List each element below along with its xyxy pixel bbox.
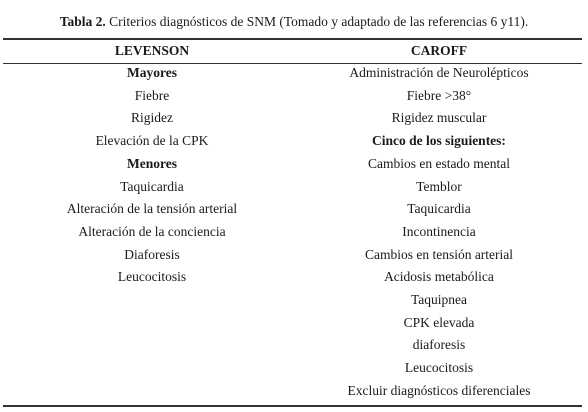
header-caroff: CAROFF — [410, 43, 468, 58]
caroff-criterion: Temblor — [416, 178, 462, 194]
levenson-criterion: Rigidez — [131, 110, 173, 126]
caroff-criterion: Taquipnea — [410, 292, 468, 307]
table-caption-text: Criterios diagnósticos de SNM (Tomado y adaptado de las referencias 6 y11). — [105, 14, 529, 29]
levenson-criterion: Leucocitosis — [117, 269, 187, 285]
caroff-criterion: Leucocitosis — [404, 360, 474, 376]
levenson-criterion: Alteración de la tensión arterial — [66, 201, 238, 217]
caroff-criterion: Cinco de los siguientes: — [372, 133, 506, 149]
caroff-criterion: Taquicardia — [407, 201, 471, 217]
bottom-rule — [3, 405, 582, 407]
caroff-criterion: Incontinencia — [402, 223, 476, 239]
levenson-criterion: Fiebre — [134, 87, 170, 103]
caroff-criterion: Cambios en estado mental — [367, 155, 511, 171]
header-levenson: LEVENSON — [114, 43, 190, 58]
caroff-criterion: CPK elevada — [403, 314, 475, 330]
caroff-criterion: Fiebre >38° — [406, 87, 472, 103]
caroff-criterion: diaforesis — [412, 337, 466, 353]
caroff-criterion: Cambios en tensión arterial — [364, 246, 514, 262]
caroff-criterion: Rigidez muscular — [391, 110, 487, 126]
table-caption — [0, 14, 588, 30]
caroff-criterion: Acidosis metabólica — [384, 269, 494, 285]
levenson-criterion: Menores — [127, 155, 177, 171]
levenson-criterion: Alteración de la conciencia — [78, 223, 226, 239]
levenson-criterion: Diaforesis — [124, 246, 180, 262]
table-caption-label: Tabla 2. — [59, 14, 106, 29]
levenson-criterion: Elevación de la CPK — [95, 133, 209, 149]
table-header-row — [0, 40, 588, 62]
levenson-criterion: Mayores — [127, 65, 177, 80]
caroff-criterion: Administración de Neurolépticos — [349, 65, 529, 80]
caroff-criterion: Excluir diagnósticos diferenciales — [347, 382, 531, 398]
levenson-criterion: Taquicardia — [120, 178, 184, 194]
